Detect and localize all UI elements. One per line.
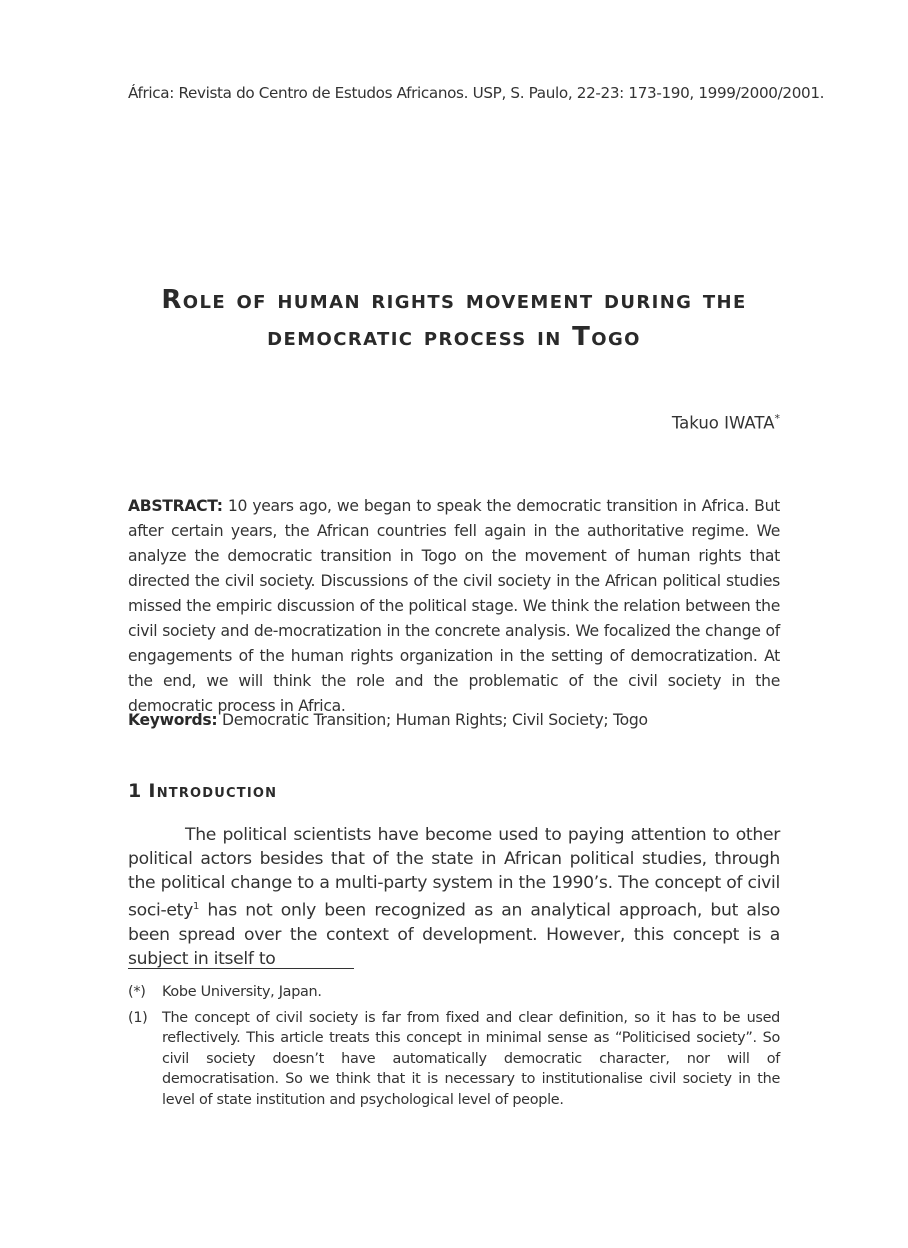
footnote-author-affiliation [128,982,780,1003]
keywords-label: Keywords: [128,711,218,729]
author [672,412,780,433]
abstract-label: ABSTRACT: [128,497,223,515]
intro-text-after: has not only been recognized as an analytical approach, but also been spread over the context of development. However, this concept is a subject in itself to [128,900,780,969]
footnote-text: The concept of civil society is far from fixed and clear definition, so it has to be used reflectively. This article treats this concept in minimal sense as “Politicised society”. So civil society doesn’t have automatically democratic character, nor will of democratisation. So we think that it is necessary to institutionalise civil society in the level of state institution and psychological level of people. [162,1009,780,1108]
footnote-text: Kobe University, Japan. [162,984,322,1000]
paper-title-line-1: Role of human rights movement during the [161,285,747,315]
intro-text-before: The political scientists have become used to paying attention to other political actors besides that of the state in African political studies, through the political change to a multi-party system in the 1990’s. The concept of civil soci-ety [128,825,780,921]
journal-citation: África: Revista do Centro de Estudos Africanos. USP, S. Paulo, 22-23: 173-190, 1999/2000/2001. [128,84,825,102]
section-title: Introduction [148,780,278,802]
abstract [128,494,780,719]
section-number: 1 [128,780,143,802]
section-heading [128,780,277,802]
footnote-reference: 1 [192,901,200,912]
footnote-civil-society [128,1008,780,1111]
footnote-mark: (*) [128,984,146,1000]
author-name: Takuo IWATA [671,413,775,433]
footnotes [128,982,780,1115]
paper-title [128,282,780,356]
keywords [128,711,780,729]
paper-title-line-2: democratic process in Togo [267,322,641,352]
footnote-divider [128,968,354,969]
footnote-mark: (1) [128,1009,148,1026]
keywords-text: Democratic Transition; Human Rights; Civil Society; Togo [222,711,648,729]
abstract-text: 10 years ago, we began to speak the democratic transition in Africa. But after certain years, the African countries fell again in the authoritative regime. We analyze the democratic transition in Togo on the movement of human rights that directed the civil society. Discussions of the civil society in the African political studies missed the empiric discussion of the political stage. We think the relation between the civil society and de-mocratization in the concrete analysis. We focalized the change of engagements of the human rights organization in the setting of democratization. At the end, we will think the role and the problematic of the civil society in the democratic process in Africa. [128,497,780,715]
author-footnote-mark: * [774,412,780,425]
introduction-body [128,823,780,971]
introduction-paragraph [128,823,780,971]
